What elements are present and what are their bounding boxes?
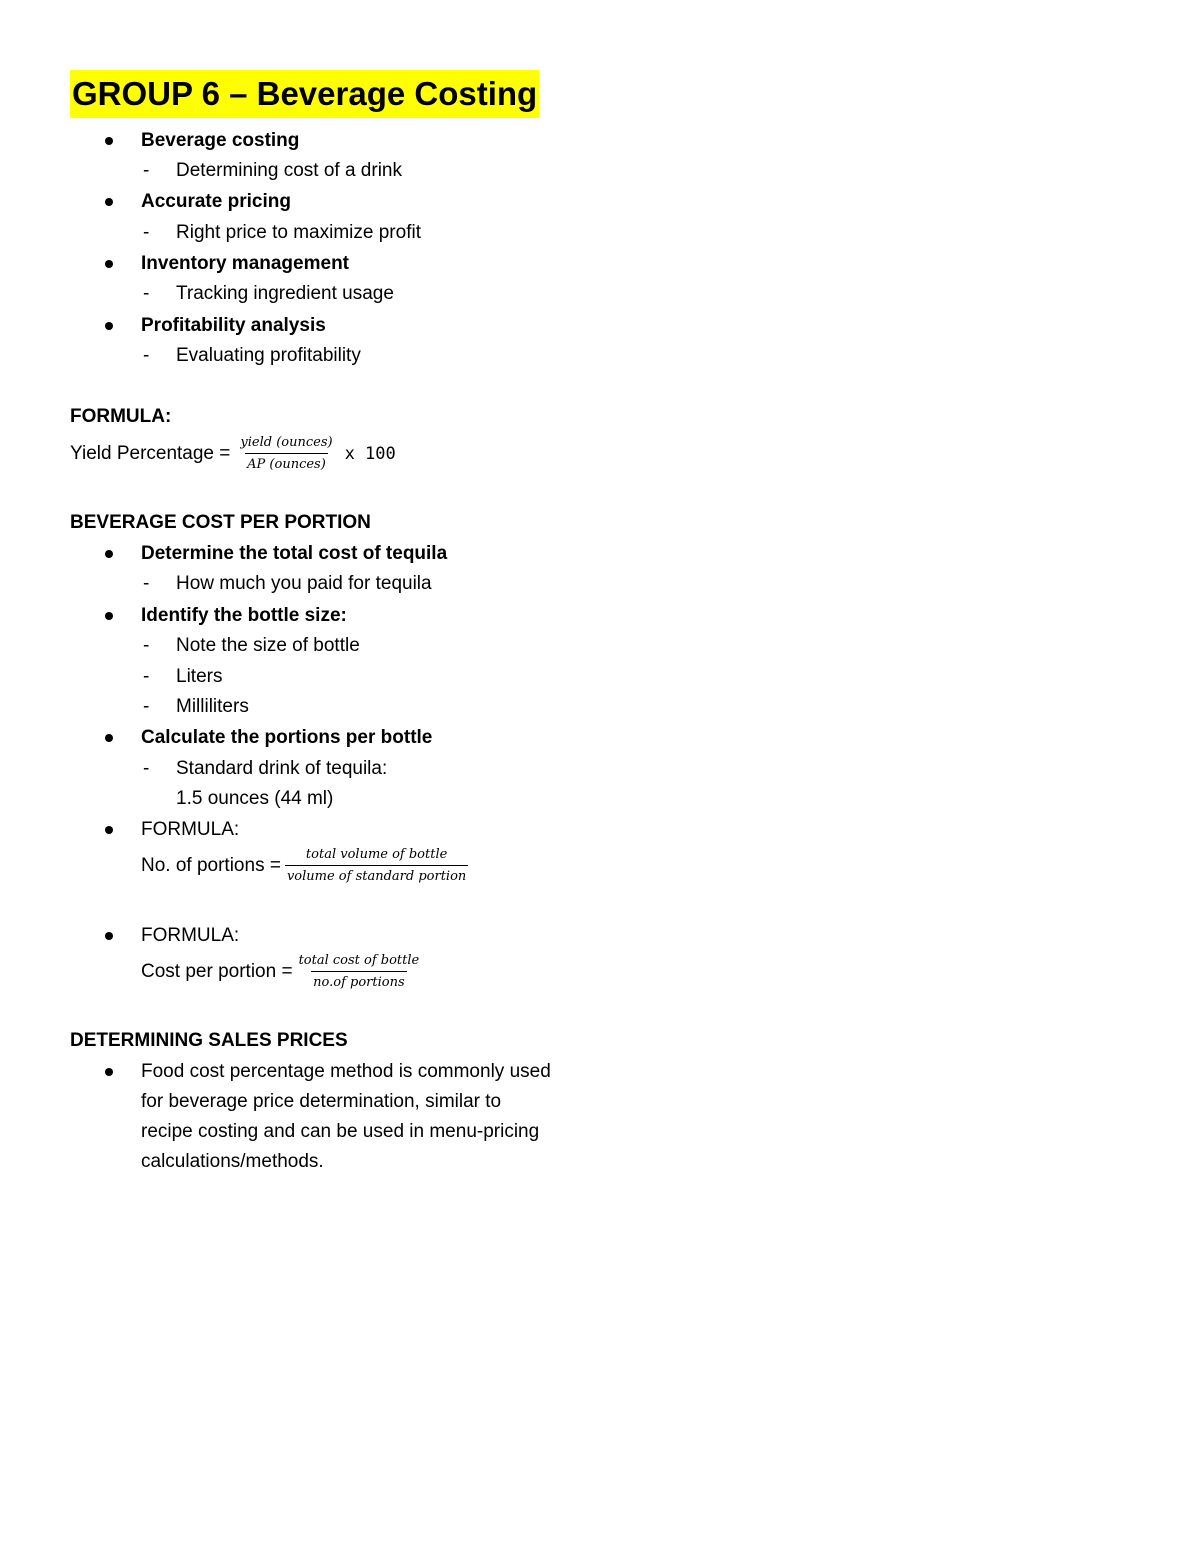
bullet-icon	[105, 1068, 113, 1076]
sub-item-tracking-usage: - Tracking ingredient usage	[176, 281, 394, 307]
sub-item-note-size: - Note the size of bottle	[176, 633, 360, 659]
bullet-item-portions-per-bottle: Calculate the portions per bottle	[141, 725, 432, 751]
formula-heading: FORMULA:	[70, 406, 172, 427]
bullet-formula-cost-heading: FORMULA:	[141, 923, 239, 949]
yield-fraction	[238, 434, 334, 474]
cost-fraction	[297, 952, 422, 992]
sub-item-evaluating-profitability: - Evaluating profitability	[176, 343, 361, 369]
sales-body-item	[141, 1057, 551, 1177]
bullet-item-profitability-analysis: Profitability analysis	[141, 313, 326, 339]
portions-formula	[141, 842, 468, 890]
bullet-item-bottle-size: Identify the bottle size:	[141, 603, 347, 629]
yield-denominator: AP (ounces)	[245, 453, 328, 474]
portion-heading: BEVERAGE COST PER PORTION	[70, 512, 371, 533]
yield-label: Yield Percentage =	[70, 443, 231, 464]
sub-item-milliliters: - Milliliters	[176, 694, 249, 720]
portions-denominator: volume of standard portion	[285, 865, 468, 886]
sub-item-standard-drink: - Standard drink of tequila:	[176, 756, 387, 782]
cost-per-portion-formula	[141, 948, 421, 996]
sub-item-standard-amount: 1.5 ounces (44 ml)	[176, 788, 334, 809]
bullet-item-accurate-pricing: Accurate pricing	[141, 189, 291, 215]
cost-label: Cost per portion =	[141, 961, 293, 982]
portions-fraction	[285, 846, 468, 886]
cost-denominator: no.of portions	[311, 971, 407, 992]
sub-item-liters: - Liters	[176, 664, 222, 690]
sub-item-determining-cost: - Determining cost of a drink	[176, 158, 402, 184]
sales-body-text: Food cost percentage method is commonly used for beverage price determination, similar to recipe costing and can be used in menu-pricing calculations/methods.	[141, 1061, 551, 1172]
yield-numerator: yield (ounces)	[240, 435, 333, 450]
bullet-item-inventory-management: Inventory management	[141, 251, 349, 277]
sub-item-right-price: - Right price to maximize profit	[176, 220, 421, 246]
cost-numerator: total cost of bottle	[298, 953, 420, 968]
sales-heading: DETERMINING SALES PRICES	[70, 1030, 348, 1051]
yield-formula	[70, 430, 396, 478]
bullet-item-total-cost: Determine the total cost of tequila	[141, 541, 447, 567]
page-title: GROUP 6 – Beverage Costing	[70, 70, 539, 118]
sub-item-how-much-paid: - How much you paid for tequila	[176, 571, 432, 597]
portions-label: No. of portions =	[141, 855, 281, 876]
portions-numerator: total volume of bottle	[305, 847, 448, 862]
yield-multiplier: x 100	[344, 444, 396, 464]
bullet-item-beverage-costing: Beverage costing	[141, 128, 299, 154]
bullet-formula-portions-heading: FORMULA:	[141, 817, 239, 843]
